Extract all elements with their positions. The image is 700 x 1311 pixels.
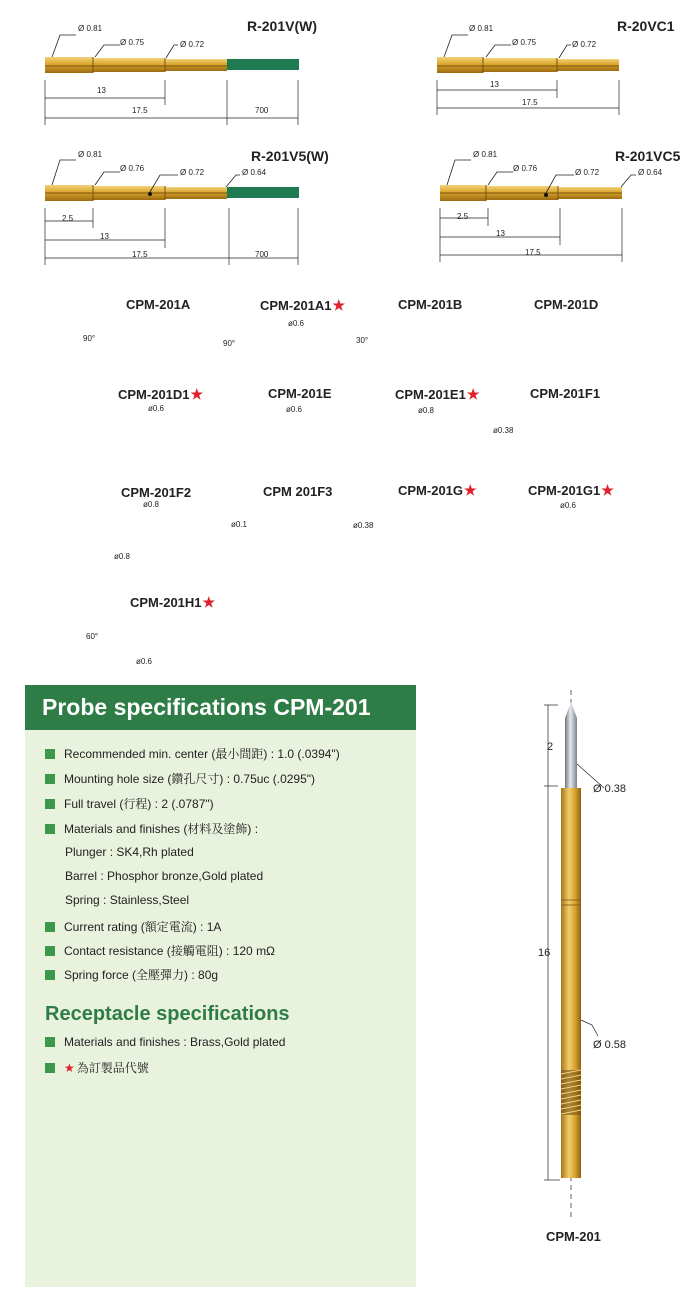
dim-label: 2.5	[62, 214, 74, 223]
dim-label: Ø 0.81	[78, 24, 103, 33]
material-item: Barrel : Phosphor bronze,Gold plated	[65, 869, 264, 883]
dim-label: Ø 0.72	[180, 168, 205, 177]
star-icon: ★	[464, 482, 477, 498]
tip-title: CPM-201E1★	[395, 386, 480, 402]
bullet-icon	[45, 1037, 55, 1047]
dim-label: Ø 0.76	[513, 164, 538, 173]
receptacle-title: Receptacle specifications	[45, 1003, 290, 1025]
tip-title: CPM-201G★	[398, 482, 477, 498]
spec-item: Full travel (行程) : 2 (.0787")	[45, 795, 214, 812]
dim-label: 90°	[83, 334, 96, 343]
dim-label: ø0.6	[560, 501, 577, 510]
tip-title: CPM-201A	[126, 297, 191, 312]
material-item: Spring : Stainless,Steel	[65, 893, 190, 907]
tip-title: CPM-201A1★	[260, 297, 346, 313]
bullet-icon	[45, 970, 55, 980]
legend-item: ★ 為訂製品代號	[45, 1059, 149, 1076]
dim-label: 60°	[86, 632, 99, 641]
spec-item: Mounting hole size (鑽孔尺寸) : 0.75uc (.0295")	[45, 770, 315, 787]
spec-item: Materials and finishes (材料及塗飾) :	[45, 820, 258, 837]
side-dim-label: 2	[547, 741, 554, 753]
dim-label: Ø 0.64	[242, 168, 267, 177]
dim-label: ø0.8	[418, 406, 435, 415]
dim-label: 17.5	[132, 250, 148, 259]
bullet-icon	[45, 774, 55, 784]
side-dim-label: Ø 0.58	[593, 1039, 627, 1051]
dim-label: ø0.38	[493, 426, 514, 435]
dim-label: Ø 0.64	[638, 168, 663, 177]
spec-item: Current rating (額定電流) : 1A	[45, 918, 221, 935]
dim-label: 2.5	[457, 212, 469, 221]
tip-title: CPM-201F1	[530, 386, 601, 401]
tip-title: CPM-201E	[268, 386, 332, 401]
bullet-icon	[45, 946, 55, 956]
dim-label: Ø 0.81	[469, 24, 494, 33]
side-probe-name: CPM-201	[546, 1229, 601, 1244]
material-item: Plunger : SK4,Rh plated	[65, 845, 194, 859]
spec-title: Probe specifications CPM-201	[42, 694, 371, 720]
spec-item: Recommended min. center (最小間距) : 1.0 (.0394")	[45, 745, 340, 762]
dim-label: Ø 0.72	[180, 40, 205, 49]
dim-label: 700	[255, 250, 269, 259]
dim-label: 17.5	[132, 106, 148, 115]
bullet-icon	[45, 922, 55, 932]
tip-title: CPM-201D1★	[118, 386, 204, 402]
bullet-icon	[45, 1063, 55, 1073]
dim-label: 17.5	[522, 98, 538, 107]
probe-title: R-201V5(W)	[251, 148, 329, 164]
tip-title: CPM-201B	[398, 297, 463, 312]
star-icon: ★	[332, 297, 346, 313]
dim-label: Ø 0.81	[473, 150, 498, 159]
probe-title: R-20VC1	[617, 18, 675, 34]
star-icon: ★	[190, 386, 204, 402]
dim-label: ø0.8	[143, 500, 160, 509]
dim-label: 13	[100, 232, 109, 241]
dim-label: 700	[255, 106, 269, 115]
dim-label: Ø 0.72	[572, 40, 597, 49]
star-icon: ★	[466, 386, 480, 402]
dim-label: 13	[97, 86, 106, 95]
spec-header	[25, 685, 416, 730]
tip-title: CPM-201D	[534, 297, 599, 312]
dim-label: ø0.6	[288, 319, 305, 328]
spec-panel	[25, 685, 416, 1287]
side-dim-label: 16	[538, 947, 551, 959]
dim-label: ø0.6	[148, 404, 165, 413]
dim-label: ø0.6	[286, 405, 303, 414]
bullet-icon	[45, 824, 55, 834]
probe-title: R-201VC5	[615, 148, 681, 164]
star-icon: ★	[601, 482, 614, 498]
dim-label: Ø 0.75	[120, 38, 145, 47]
dim-label: ø0.8	[114, 552, 131, 561]
probe-r201vc5	[440, 160, 636, 262]
star-icon: ★	[64, 1060, 75, 1075]
dim-label: Ø 0.75	[512, 38, 537, 47]
dim-label: Ø 0.76	[120, 164, 145, 173]
dim-label: 13	[490, 80, 499, 89]
dim-label: 90°	[223, 339, 236, 348]
side-dim-label: Ø 0.38	[593, 783, 627, 795]
spec-item: Spring force (全壓彈力) : 80g	[45, 966, 218, 983]
tip-title: CPM-201F2	[121, 485, 192, 500]
probe-title: R-201V(W)	[247, 18, 318, 34]
spec-item: Materials and finishes : Brass,Gold plated	[45, 1035, 285, 1049]
dim-label: ø0.38	[353, 521, 374, 530]
bullet-icon	[45, 749, 55, 759]
tip-title: CPM-201G1★	[528, 482, 614, 498]
dim-label: Ø 0.81	[78, 150, 103, 159]
dim-label: Ø 0.72	[575, 168, 600, 177]
star-icon: ★	[202, 594, 216, 610]
tip-title: CPM-201H1★	[130, 594, 216, 610]
side-probe-drawing	[500, 690, 700, 1230]
dim-label: 30°	[356, 336, 369, 345]
dim-label: 13	[496, 229, 505, 238]
dim-label: ø0.6	[136, 657, 153, 666]
dim-label: 17.5	[525, 248, 541, 257]
spec-item: Contact resistance (接觸電阻) : 120 mΩ	[45, 942, 275, 959]
dim-label: ø0.1	[231, 520, 248, 529]
bullet-icon	[45, 799, 55, 809]
tip-title: CPM 201F3	[263, 484, 333, 499]
